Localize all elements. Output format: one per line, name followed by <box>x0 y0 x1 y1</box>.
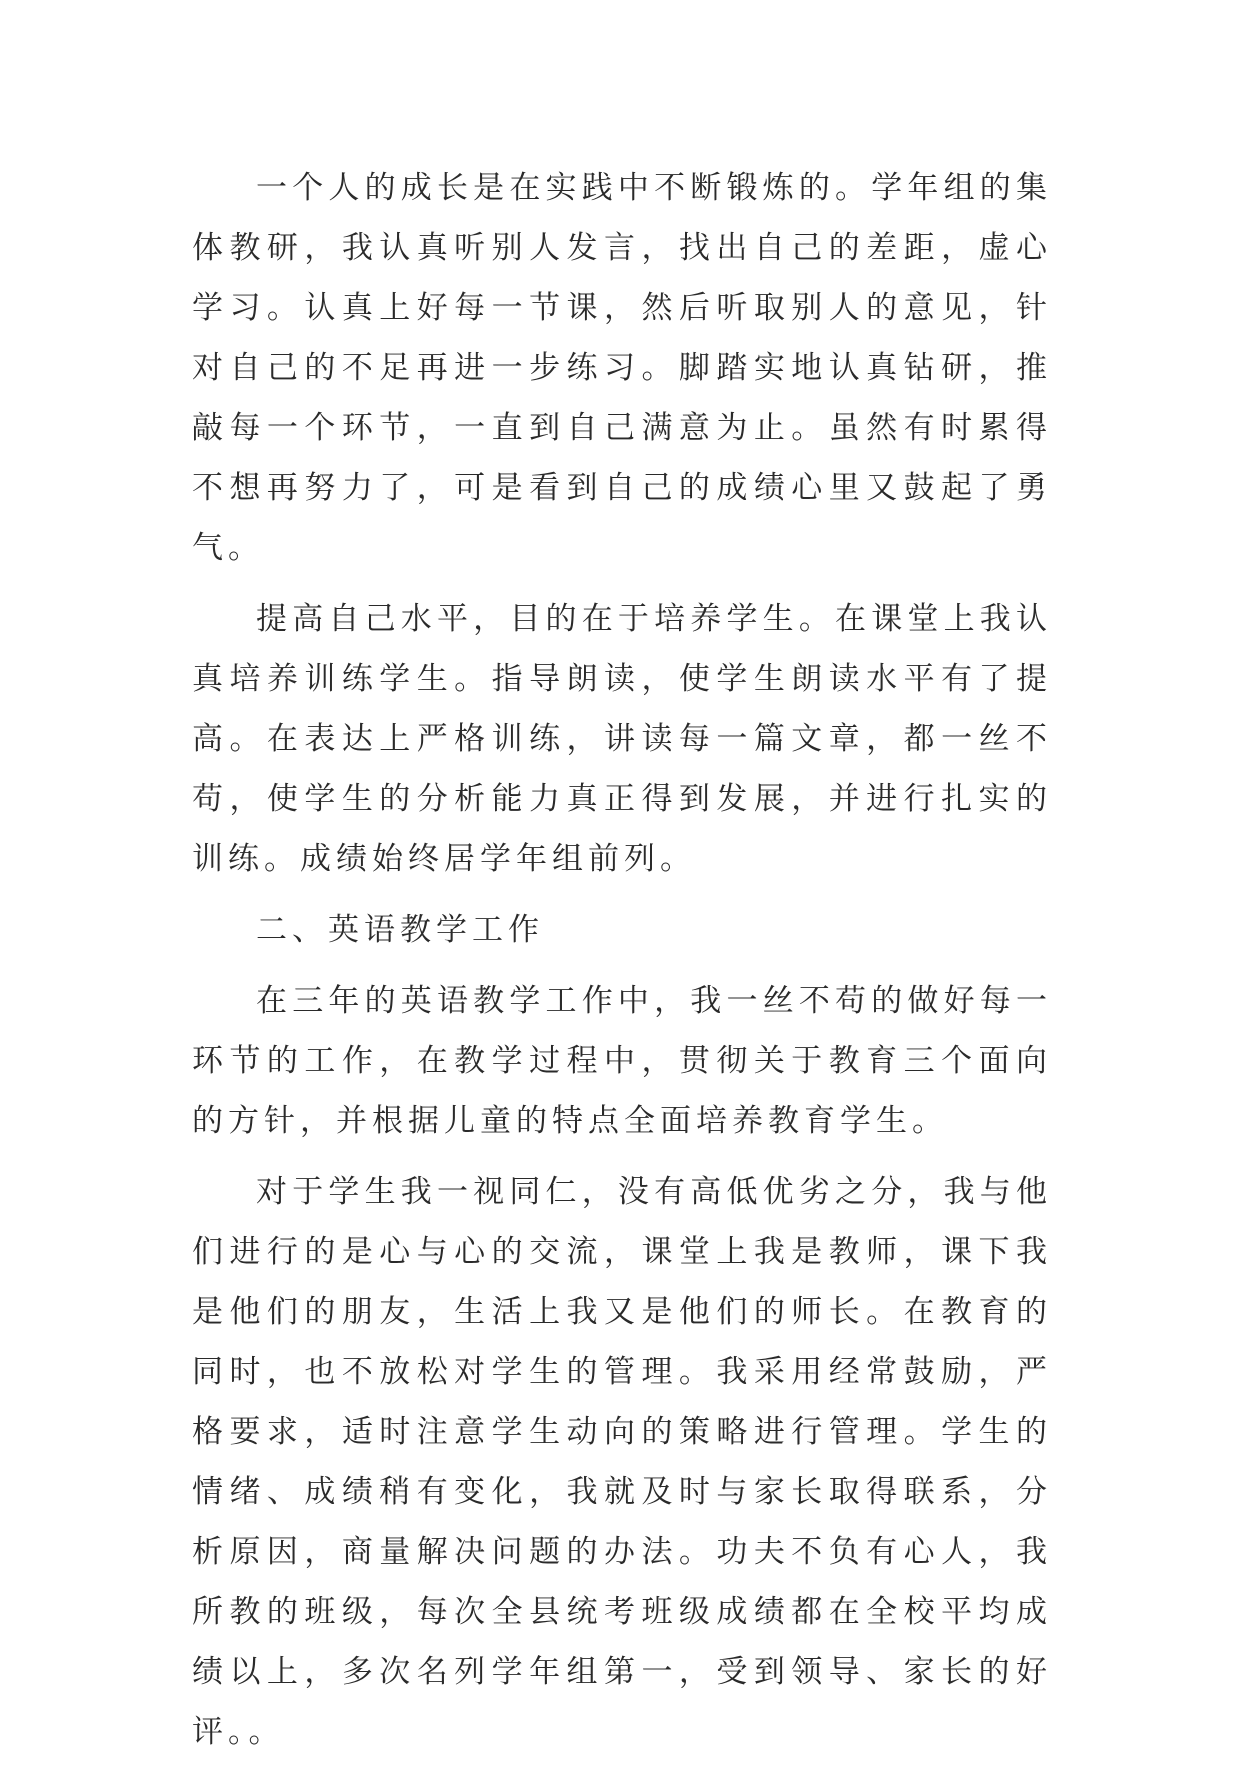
paragraph-english-teaching: 在三年的英语教学工作中，我一丝不苟的做好每一环节的工作，在教学过程中，贯彻关于教育三个面向的方针，并根据儿童的特点全面培养教育学生。 <box>192 983 1052 1139</box>
paragraph-student-management: 对于学生我一视同仁，没有高低优劣之分，我与他们进行的是心与心的交流，课堂上我是教师，课下我是他们的朋友，生活上我又是他们的师长。在教育的同时，也不放松对学生的管理。我采用经常鼓励，严格要求，适时注意学生动向的策略进行管理。学生的情绪、成绩稍有变化，我就及时与家长取得联系，分析原因，商量解决问题的办法。功夫不负有心人，我所教的班级，每次全县统考班级成绩都在全校平均成绩以上，多次名列学年组第一，受到领导、家长的好评。。 <box>192 1174 1052 1750</box>
paragraph-student-training: 提高自己水平，目的在于培养学生。在课堂上我认真培养训练学生。指导朗读，使学生朗读水平有了提高。在表达上严格训练，讲读每一篇文章，都一丝不苟，使学生的分析能力真正得到发展，并进行扎实的训练。成绩始终居学年组前列。 <box>192 601 1052 877</box>
paragraph-practice-growth: 一个人的成长是在实践中不断锻炼的。学年组的集体教研，我认真听别人发言，找出自己的差距，虚心学习。认真上好每一节课，然后听取别人的意见，针对自己的不足再进一步练习。脚踏实地认真钻研，推敲每一个环节，一直到自己满意为止。虽然有时累得不想再努力了，可是看到自己的成绩心里又鼓起了勇气。 <box>192 170 1052 566</box>
section-heading-english-teaching: 二、英语教学工作 <box>256 912 544 948</box>
document-body <box>192 158 1052 1773</box>
